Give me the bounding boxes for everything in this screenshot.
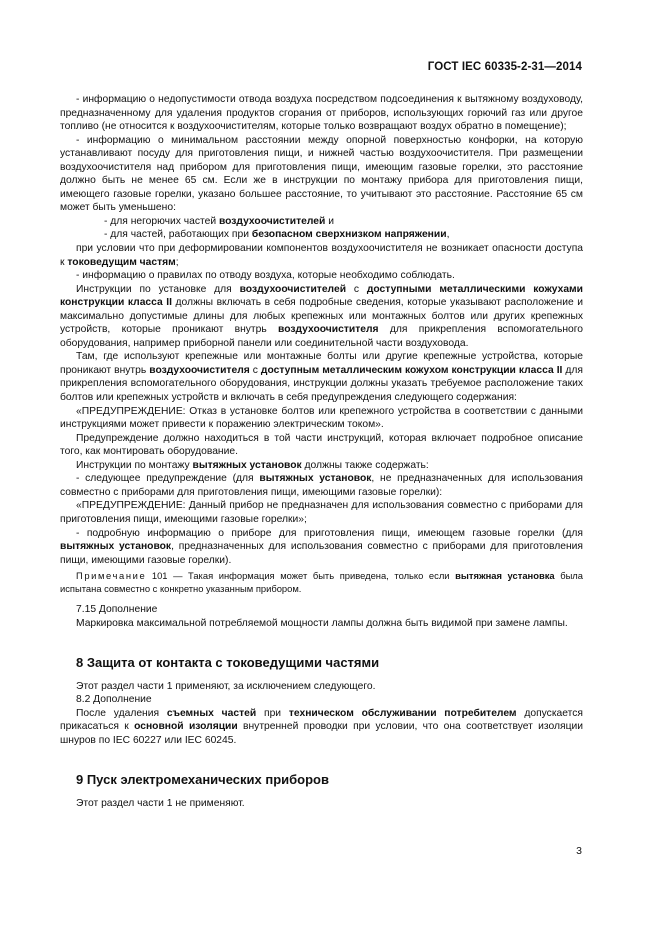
paragraph: - информацию о правилах по отводу воздуха, которые необходимо соблюдать. bbox=[76, 270, 455, 282]
paragraph: - для негорючих частей воздухоочистителей и bbox=[104, 215, 334, 227]
paragraph: - информацию о минимальном расстоянии между опорной поверхностью конфорки, на которую устанавливают посуду для приготовления пищи, и нижней частью воздухоочистителя. При размещении воздухоочистителя над прибором для приготовления пищи, имеющим газовые горелки, это расстояние должно быть не менее 65 см. Если же в инструкции по монтажу прибора для приготовления пищи, имеющего газовые горелки, указано большее расстояние, то учитывают это расстояние. Расстояние 65 см может быть уменьшено: bbox=[60, 134, 583, 214]
page-body bbox=[60, 93, 583, 810]
section-heading: 8 Защита от контакта с токоведущими частями bbox=[76, 655, 380, 671]
paragraph: Этот раздел части 1 применяют, за исключением следующего. bbox=[76, 680, 376, 692]
standard-header: ГОСТ IEC 60335-2-31—2014 bbox=[427, 61, 582, 73]
paragraph: После удаления съемных частей при техническом обслуживании потребителем допускается прикасаться к основной изоляции внутренней проводки при условии, что она соответствует изоляции шнуров по IEC 60227 или IEC 60245. bbox=[60, 707, 583, 746]
paragraph: - информацию о недопустимости отвода воздуха посредством подсоединения к вытяжному воздуховоду, предназначенному для удаления продуктов сгорания от приборов, использующих горючий газ или другое топливо (не относится к воздухоочистителям, которые только возвращают воздух обратно в помещение); bbox=[60, 94, 583, 133]
warning-text: «ПРЕДУПРЕЖДЕНИЕ: Отказ в установке болтов или крепежного устройства в соответствии с данными инструкциями может привести к поражению электрическим током». bbox=[60, 405, 583, 431]
paragraph: Этот раздел части 1 не применяют. bbox=[76, 797, 245, 809]
paragraph: - для частей, работающих при безопасном сверхнизком напряжении, bbox=[104, 229, 450, 241]
paragraph: Там, где используют крепежные или монтажные болты или другие крепежные устройства, которые проникают внутрь воздухоочистителя с доступным металлическим кожухом конструкции класса II для прикрепления вспомогательного оборудования, инструкции должны указать требуемое расположение таких болтов или крепежных устройств и включать в себя предупреждения следующего содержания: bbox=[60, 351, 584, 404]
subsection-number: 7.15 Дополнение bbox=[76, 603, 158, 615]
paragraph: - следующее предупреждение (для вытяжных установок, не предназначенных для использования совместно с приборами для приготовления пищи, имеющими газовые горелки): bbox=[60, 473, 583, 498]
section-heading: 9 Пуск электромеханических приборов bbox=[76, 772, 329, 788]
paragraph: Инструкции по монтажу вытяжных установок должны также содержать: bbox=[76, 459, 429, 471]
paragraph: Предупреждение должно находиться в той части инструкций, которая включает подробное описание того, как монтировать оборудование. bbox=[60, 432, 583, 458]
note: Примечание 101 — Такая информация может быть приведена, только если вытяжная установка была испытана совместно с конкретно указанным прибором. bbox=[60, 570, 583, 594]
paragraph: - подробную информацию о приборе для приготовления пищи, имеющем газовые горелки (для вытяжных установок, предназначенных для использования совместно с приборами для приготовления пищи, имеющими газовые горелки). bbox=[60, 527, 583, 566]
subsection-number: 8.2 Дополнение bbox=[76, 694, 152, 706]
paragraph: Инструкции по установке для воздухоочистителей с доступными металлическими кожухами конструкции класса II должны включать в себя подробные сведения, которые указывают расположение и максимально допустимые длины для любых крепежных или монтажных болтов или других крепежных устройств, которые проникают внутрь воздухоочистителя для прикрепления вспомогательного оборудования, например приборной панели или соединительной части воздуховода. bbox=[60, 283, 583, 349]
page-number: 3 bbox=[576, 845, 582, 857]
warning-text: «ПРЕДУПРЕЖДЕНИЕ: Данный прибор не предназначен для использования совместно с приборами для приготовления пищи, имеющими газовые горелки»; bbox=[60, 500, 583, 525]
paragraph: при условии что при деформировании компонентов воздухоочистителя не возникает опасности доступа к токоведущим частям; bbox=[60, 243, 583, 268]
paragraph: Маркировка максимальной потребляемой мощности лампы должна быть видимой при замене лампы. bbox=[76, 617, 568, 629]
